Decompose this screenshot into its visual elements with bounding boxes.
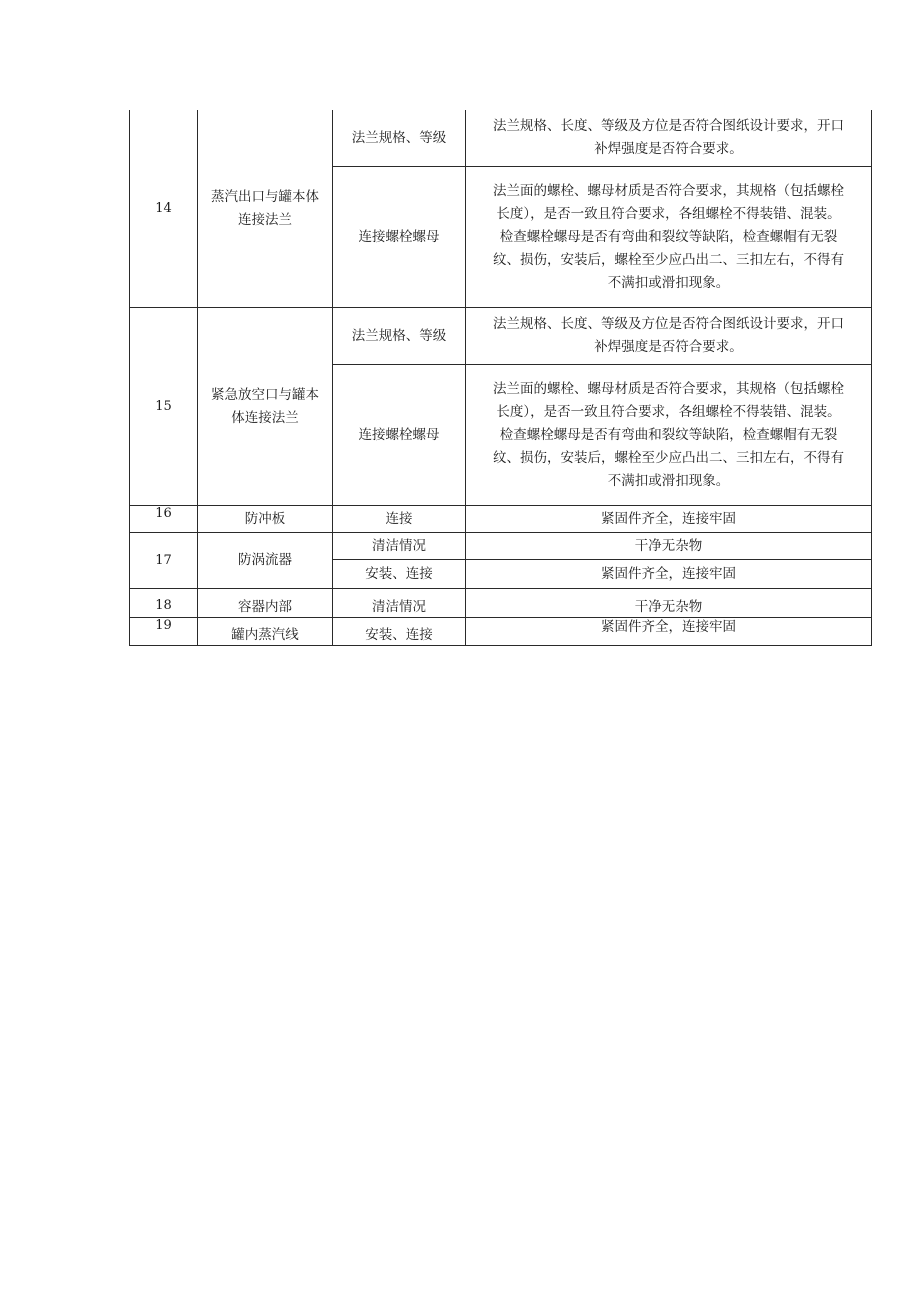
requirement-text: 法兰规格、长度、等级及方位是否符合图纸设计要求，开口 补焊强度是否符合要求。 (466, 110, 872, 167)
table-row (130, 618, 872, 646)
part-name: 防涡流器 (198, 533, 333, 589)
requirement-text: 法兰规格、长度、等级及方位是否符合图纸设计要求，开口 补焊强度是否符合要求。 (466, 308, 872, 365)
part-name: 罐内蒸汽线 (198, 618, 333, 646)
row-number: 15 (130, 308, 198, 506)
inspection-item: 法兰规格、等级 (333, 110, 466, 167)
inspection-item: 法兰规格、等级 (333, 308, 466, 365)
row-number: 16 (130, 506, 198, 533)
table-row (130, 308, 872, 365)
inspection-item: 安装、连接 (333, 560, 466, 589)
part-name: 防冲板 (198, 506, 333, 533)
row-number: 19 (130, 618, 198, 646)
table-row (130, 506, 872, 533)
inspection-item: 连接 (333, 506, 466, 533)
inspection-item: 连接螺栓螺母 (333, 167, 466, 308)
requirement-text: 紧固件齐全，连接牢固 (466, 560, 872, 589)
requirement-text: 法兰面的螺栓、螺母材质是否符合要求，其规格（包括螺栓 长度），是否一致且符合要求，各组螺栓不得装错、混装。 检查螺栓螺母是否有弯曲和裂纹等缺陷，检查螺帽有无裂 纹、损伤，安装后，螺栓至少应凸出二、三扣左右，不得有 不满扣或滑扣现象。 (466, 365, 872, 506)
part-name: 紧急放空口与罐本 体连接法兰 (198, 308, 333, 506)
inspection-item: 连接螺栓螺母 (333, 365, 466, 506)
part-name: 蒸汽出口与罐本体 连接法兰 (198, 110, 333, 308)
requirement-text: 法兰面的螺栓、螺母材质是否符合要求，其规格（包括螺栓 长度），是否一致且符合要求，各组螺栓不得装错、混装。 检查螺栓螺母是否有弯曲和裂纹等缺陷，检查螺帽有无裂 纹、损伤，安装后，螺栓至少应凸出二、三扣左右，不得有 不满扣或滑扣现象。 (466, 167, 872, 308)
requirement-text: 干净无杂物 (466, 589, 872, 618)
requirement-text: 紧固件齐全，连接牢固 (466, 506, 872, 533)
requirement-text: 紧固件齐全，连接牢固 (466, 618, 872, 646)
row-number: 18 (130, 589, 198, 618)
table-row (130, 110, 872, 167)
inspection-table (129, 110, 872, 646)
inspection-item: 安装、连接 (333, 618, 466, 646)
row-number: 14 (130, 110, 198, 308)
table-row (130, 533, 872, 560)
inspection-item: 清洁情况 (333, 589, 466, 618)
part-name: 容器内部 (198, 589, 333, 618)
row-number: 17 (130, 533, 198, 589)
requirement-text: 干净无杂物 (466, 533, 872, 560)
table-row (130, 589, 872, 618)
inspection-item: 清洁情况 (333, 533, 466, 560)
